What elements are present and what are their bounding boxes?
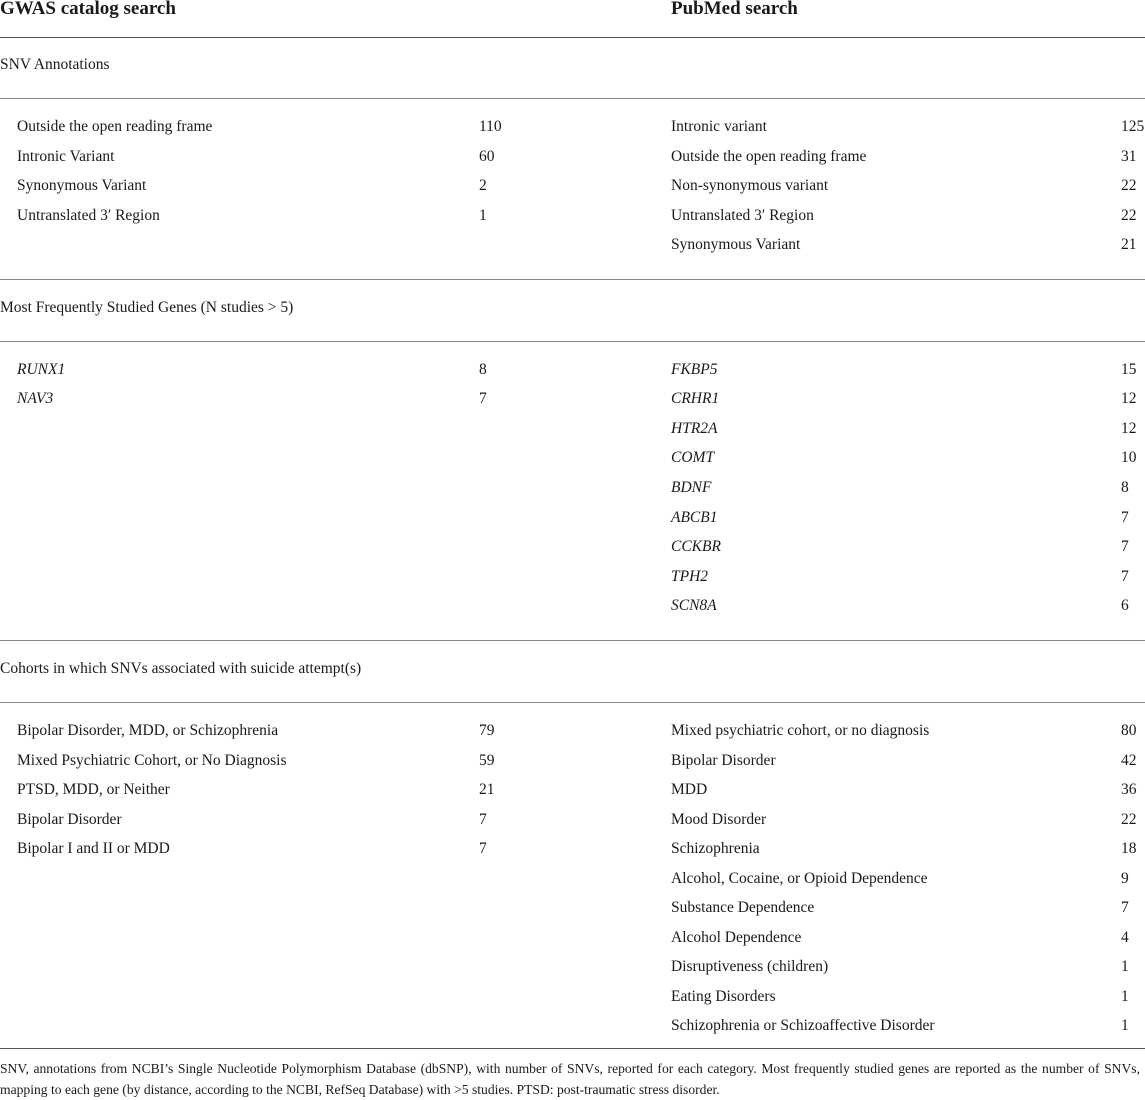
table-row-value: 1 [1121, 988, 1129, 1005]
section-rule [0, 98, 1145, 99]
table-row-value: 6 [1121, 597, 1129, 614]
table-row-value: 4 [1121, 929, 1129, 946]
table-row-label: Bipolar Disorder [17, 811, 122, 828]
table-row-value: 15 [1121, 361, 1137, 378]
gwas-column-header: GWAS catalog search [0, 0, 176, 19]
table-row-value: 10 [1121, 449, 1137, 466]
table-row-label: Synonymous Variant [671, 236, 801, 253]
section-rule [0, 640, 1145, 641]
section-rule [0, 341, 1145, 342]
table-row-value: 22 [1121, 811, 1137, 828]
table-row-label: Bipolar Disorder, MDD, or Schizophrenia [17, 722, 279, 739]
table-row-label: Bipolar Disorder [671, 752, 776, 769]
table-row-label: MDD [671, 781, 708, 798]
table-row-value: 1 [1121, 958, 1129, 975]
table-row-label: Mixed Psychiatric Cohort, or No Diagnosis [17, 752, 287, 769]
table-row-value: 79 [479, 722, 495, 739]
section-title-cohorts: Cohorts in which SNVs associated with suicide attempt(s) [0, 660, 362, 677]
table-row-value: 31 [1121, 148, 1137, 165]
table-row-value: 36 [1121, 781, 1137, 798]
table-row-label: Non-synonymous variant [671, 177, 829, 194]
table-row-value: 7 [1121, 509, 1129, 526]
table-row-value: 7 [479, 840, 487, 857]
table-row-value: 2 [479, 177, 487, 194]
table-row-label: PTSD, MDD, or Neither [17, 781, 170, 798]
table-row-value: 7 [479, 390, 487, 407]
section-rule [0, 279, 1145, 280]
table-row-value: 22 [1121, 207, 1137, 224]
gene-name: RUNX1 [17, 361, 66, 378]
section-rule [0, 702, 1145, 703]
section-title-annotations: SNV Annotations [0, 56, 110, 73]
gene-name: HTR2A [671, 420, 718, 437]
table-row-label: Alcohol, Cocaine, or Opioid Dependence [671, 870, 928, 887]
table-row-value: 21 [479, 781, 495, 798]
table-row-value: 80 [1121, 722, 1137, 739]
gene-name: TPH2 [671, 568, 709, 585]
table-row-value: 22 [1121, 177, 1137, 194]
header-rule [0, 37, 1145, 38]
table-bottom-rule [0, 1048, 1145, 1049]
table-row-label: Schizophrenia or Schizoaffective Disorder [671, 1017, 935, 1034]
table-row-value: 9 [1121, 870, 1129, 887]
table-row-label: Schizophrenia [671, 840, 760, 857]
table-row-label: Untranslated 3′ Region [671, 207, 814, 224]
table-row-label: Mood Disorder [671, 811, 767, 828]
table-row-value: 7 [479, 811, 487, 828]
gene-name: FKBP5 [671, 361, 718, 378]
table-row-label: Outside the open reading frame [17, 118, 213, 135]
table-row-label: Outside the open reading frame [671, 148, 867, 165]
table-row-value: 7 [1121, 899, 1129, 916]
table-row-value: 12 [1121, 390, 1137, 407]
table-row-label: Mixed psychiatric cohort, or no diagnosis [671, 722, 930, 739]
table-row-label: Eating Disorders [671, 988, 776, 1005]
table-row-label: Untranslated 3′ Region [17, 207, 160, 224]
table-row-value: 110 [479, 118, 502, 135]
section-title-genes: Most Frequently Studied Genes (N studies > 5) [0, 299, 294, 316]
table-footnote: SNV, annotations from NCBI’s Single Nucleotide Polymorphism Database (dbSNP), with number of SNVs, reported for each category. Most frequently studied genes are reported as the number of SNVs, mapping to each gene (by distance, according to the NCBI, RefSeq Database) with >5 studies. PTSD: post-traumatic stress disorder. [0, 1061, 1140, 1097]
gene-name: CRHR1 [671, 390, 720, 407]
table-row-value: 59 [479, 752, 495, 769]
table-row-value: 8 [1121, 479, 1129, 496]
table-row-value: 18 [1121, 840, 1137, 857]
pubmed-column-header: PubMed search [671, 0, 798, 19]
table-row-value: 125 [1121, 118, 1145, 135]
table-row-label: Alcohol Dependence [671, 929, 802, 946]
gene-name: CCKBR [671, 538, 721, 555]
gene-name: ABCB1 [671, 509, 718, 526]
table-row-label: Substance Dependence [671, 899, 815, 916]
table-row-value: 8 [479, 361, 487, 378]
table-row-label: Intronic variant [671, 118, 767, 135]
gene-name: COMT [671, 449, 715, 466]
table-row-value: 1 [479, 207, 487, 224]
table-row-value: 21 [1121, 236, 1137, 253]
table-row-value: 42 [1121, 752, 1137, 769]
gene-name: NAV3 [17, 390, 54, 407]
gene-name: SCN8A [671, 597, 717, 614]
table-row-value: 7 [1121, 538, 1129, 555]
table-row-value: 12 [1121, 420, 1137, 437]
gene-name: BDNF [671, 479, 712, 496]
table-row-value: 1 [1121, 1017, 1129, 1034]
table-row-label: Intronic Variant [17, 148, 115, 165]
table-row-label: Bipolar I and II or MDD [17, 840, 170, 857]
table-row-label: Synonymous Variant [17, 177, 147, 194]
table-row-label: Disruptiveness (children) [671, 958, 829, 975]
table-row-value: 60 [479, 148, 495, 165]
table-row-value: 7 [1121, 568, 1129, 585]
